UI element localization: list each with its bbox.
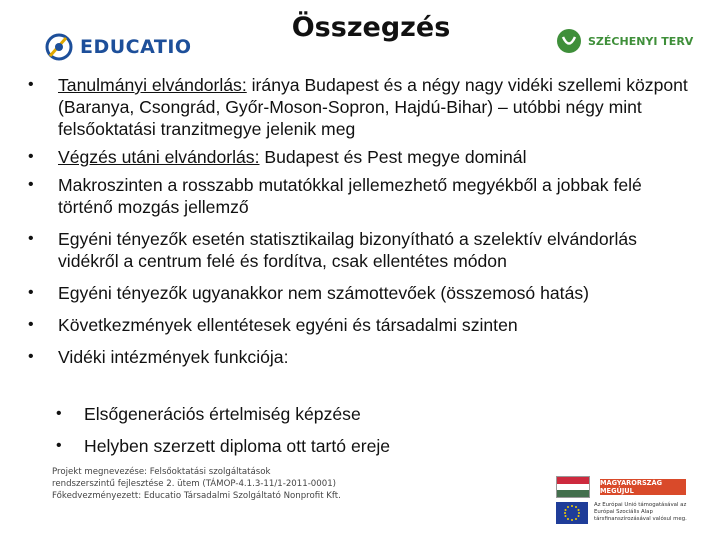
sub-bullet-item	[56, 435, 390, 457]
footer-line: Projekt megnevezése: Felsőoktatási szolgáltatások	[52, 467, 271, 477]
bullet-glyph: •	[56, 437, 62, 454]
bullet-text: iránya Budapest és a négy nagy vidéki szellemi központ (Baranya, Csongrád, Győr-Moson-Sopron, Hajdú-Bihar) – utóbbi négy mint felsőoktatási tranzitmegye jelenik meg	[58, 75, 688, 139]
sub-bullet-list	[56, 403, 390, 467]
sub-bullet-item	[56, 403, 390, 425]
bullet-item	[28, 346, 698, 368]
bullet-underlined-term: Tanulmányi elvándorlás:	[58, 75, 247, 95]
magyarorszag-megujul-banner: MAGYARORSZÁG MEGÚJUL	[600, 479, 686, 495]
szechenyi-logo-text: SZÉCHENYI TERV	[588, 34, 694, 48]
page-title: Összegzés	[291, 12, 451, 43]
bullet-item	[28, 74, 698, 140]
bullet-glyph: •	[28, 284, 34, 301]
eu-flag-icon	[556, 502, 588, 524]
bullet-glyph: •	[28, 148, 34, 165]
bullet-text: Következmények ellentétesek egyéni és társadalmi szinten	[58, 315, 518, 335]
bullet-item	[28, 228, 698, 272]
bullet-item	[28, 174, 698, 218]
bullet-glyph: •	[28, 316, 34, 333]
bullet-glyph: •	[28, 176, 34, 193]
educatio-logo-text: EDUCATIO	[80, 36, 192, 58]
project-footer	[52, 466, 341, 502]
sub-bullet-text: Helyben szerzett diploma ott tartó ereje	[84, 436, 391, 456]
szechenyi-leaf-icon	[556, 28, 582, 54]
szechenyi-terv-logo	[556, 28, 693, 54]
bullet-item	[28, 146, 698, 168]
summary-bullet-list	[28, 74, 698, 378]
eu-funding-text: Az Európai Unió támogatásával az Európai Szociális Alap társfinanszírozásával valósul meg.	[594, 502, 687, 522]
bullet-text: Vidéki intézmények funkciója:	[58, 347, 289, 367]
bullet-text: Budapest és Pest megye dominál	[259, 147, 527, 167]
bullet-glyph: •	[56, 405, 62, 422]
hungarian-flag-icon	[556, 476, 590, 498]
bullet-glyph: •	[28, 230, 34, 247]
bullet-glyph: •	[28, 76, 34, 93]
bullet-item	[28, 314, 698, 336]
footer-line: Főkedvezményezett: Educatio Társadalmi Szolgáltató Nonprofit Kft.	[52, 491, 341, 501]
bullet-text: Makroszinten a rosszabb mutatókkal jellemezhető megyékből a jobbak felé történő mozgás jellemző	[58, 175, 642, 217]
sub-bullet-text: Elsőgenerációs értelmiség képzése	[84, 404, 361, 424]
bullet-text: Egyéni tényezők esetén statisztikailag bizonyítható a szelektív elvándorlás vidékről a centrum felé és fordítva, csak ellentétes módon	[58, 229, 637, 271]
bullet-item	[28, 282, 698, 304]
bullet-underlined-term: Végzés utáni elvándorlás:	[58, 147, 260, 167]
bullet-glyph: •	[28, 348, 34, 365]
footer-line: rendszerszintű fejlesztése 2. ütem (TÁMOP-4.1.3-11/1-2011-0001)	[52, 479, 337, 489]
bullet-text: Egyéni tényezők ugyanakkor nem számottevőek (összemosó hatás)	[58, 283, 590, 303]
